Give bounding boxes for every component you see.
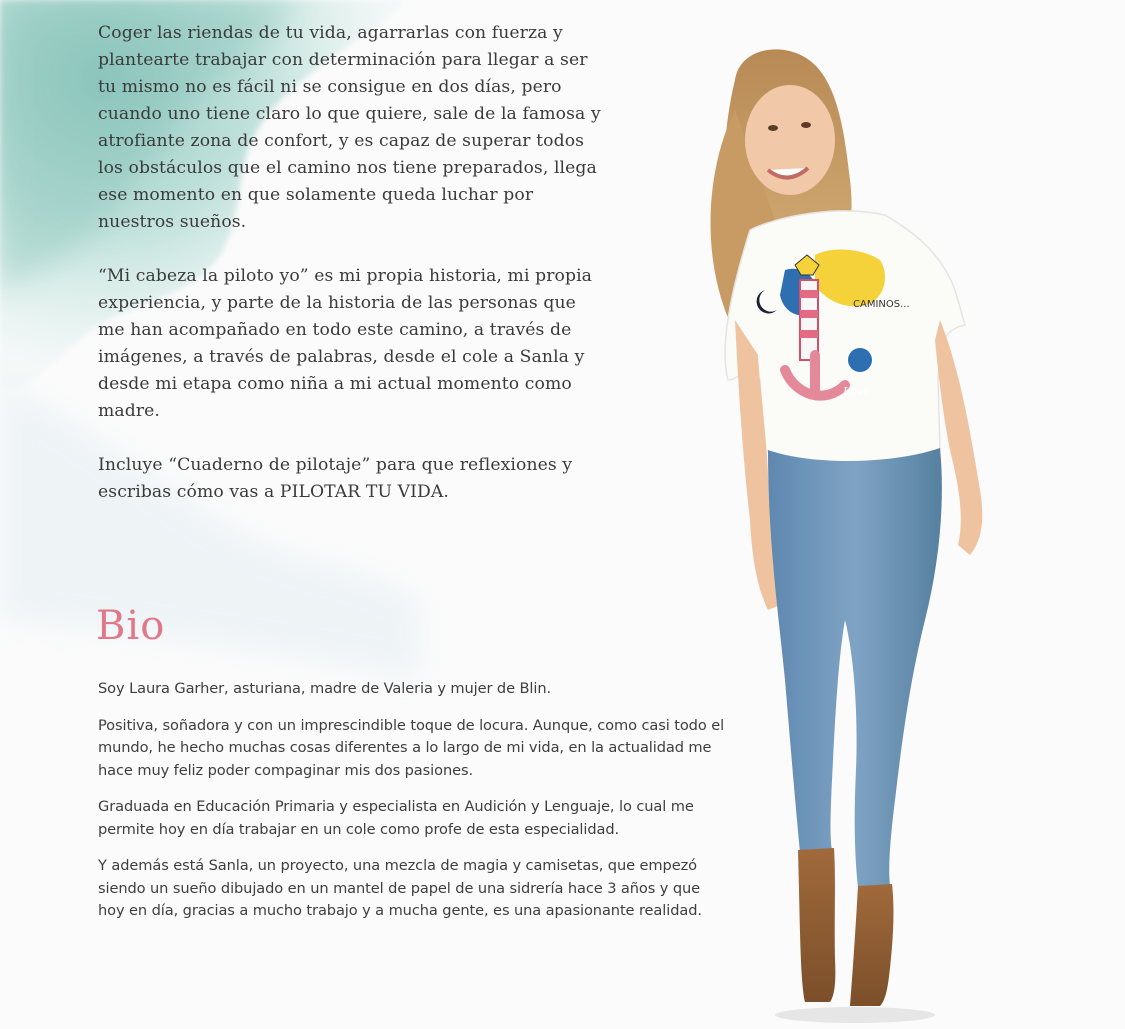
jeans [768, 448, 942, 888]
shadow [775, 1007, 935, 1023]
svg-text:CAMINOS...: CAMINOS... [853, 299, 910, 310]
bio-paragraph: Y además está Sanla, un proyecto, una mezcla de magia y camisetas, que empezó siendo un sueño dibujado en un mantel de papel de una sidrería hace 3 años y que hoy en día, gracias a mucho trabajo y a mucha gente, es una apasionante realidad. [98, 857, 702, 919]
bio-heading: Bio [96, 603, 166, 649]
right-boot [850, 884, 893, 1006]
svg-text:Love: Love [843, 385, 870, 398]
left-boot [798, 848, 835, 1002]
intro-paragraph: Coger las riendas de tu vida, agarrarlas con fuerza y plantearte trabajar con determinación para llegar a ser tu mismo no es fácil ni se consigue en dos días, pero cuando uno tiene claro lo que quiere, sale de la famosa y atrofiante zona de confort, y es capaz de superar todos los obstáculos que el camino nos tiene preparados, llega ese momento en que solamente queda luchar por nuestros sueños. [98, 23, 601, 232]
bio-paragraph: Positiva, soñadora y con un imprescindible toque de locura. Aunque, como casi todo el mundo, he hecho muchas cosas diferentes a lo largo de mi vida, en la actualidad me hace muy feliz poder compaginar mis dos pasiones. [98, 716, 725, 779]
intro-paragraph: “Mi cabeza la piloto yo” es mi propia historia, mi propia experiencia, y parte de la historia de las personas que me han acompañado en todo este camino, a través de imágenes, a través de palabras, desde el cole a Sanla y desde mi etapa como niña a mi actual momento como madre. [98, 266, 593, 421]
intro-paragraph: Incluye “Cuaderno de pilotaje” para que reflexiones y escribas cómo vas a PILOTAR TU VIDA. [98, 455, 573, 502]
intro-text [98, 20, 608, 533]
eye [801, 122, 811, 128]
right-arm [935, 320, 982, 555]
bio-paragraph: Soy Laura Garher, asturiana, madre de Valeria y mujer de Blin. [98, 680, 552, 697]
eye [768, 125, 778, 131]
author-photo [640, 20, 1020, 1025]
bio-text [98, 678, 728, 937]
bio-paragraph: Graduada en Educación Primaria y especialista en Audición y Lenguaje, lo cual me permite hoy en día trabajar en un cole como profe de esta especialidad. [98, 798, 694, 838]
